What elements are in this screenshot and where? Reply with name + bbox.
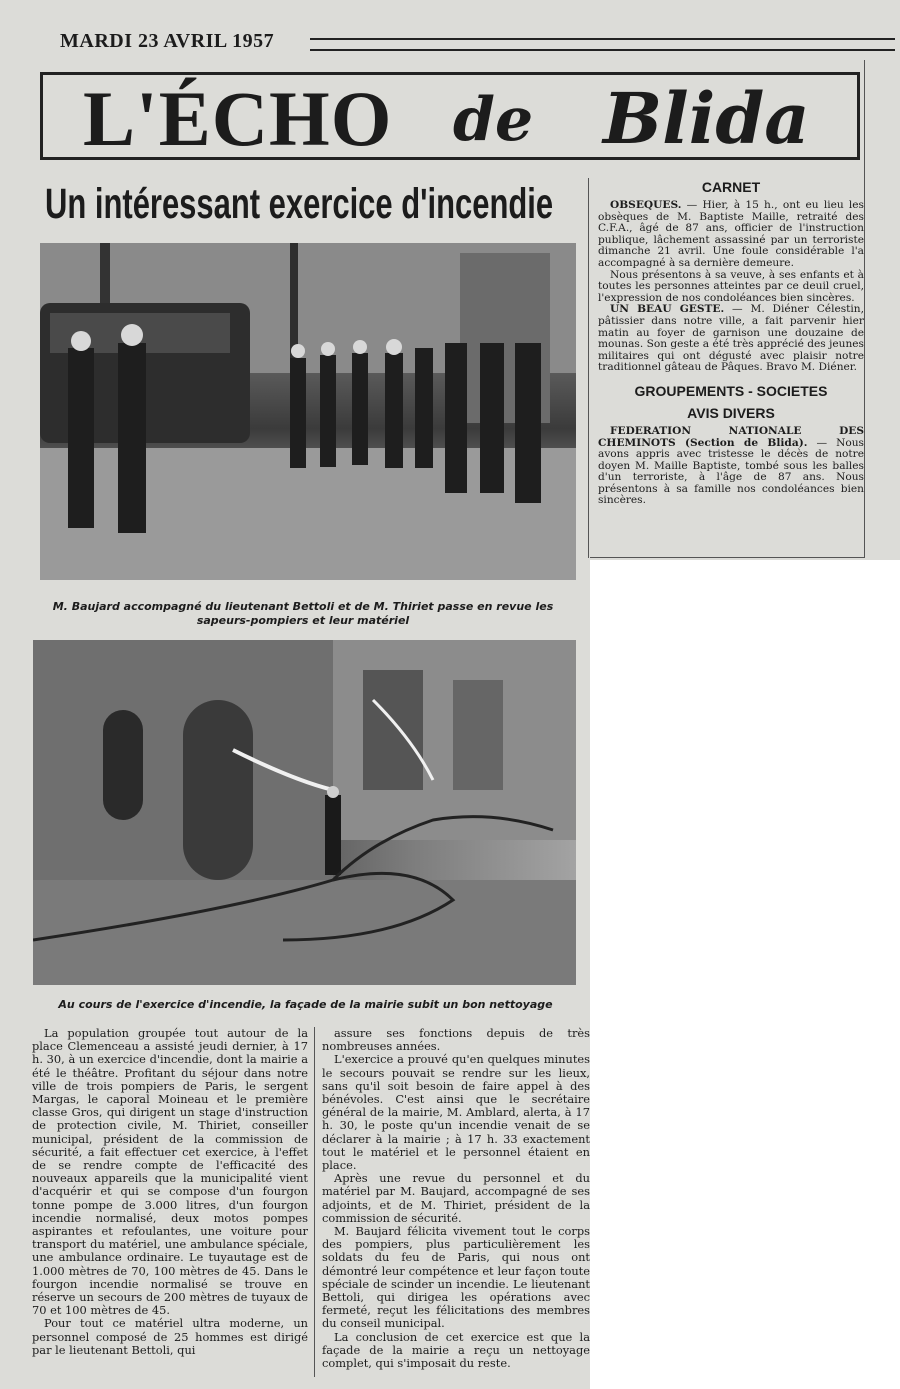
- sidebar-column: [598, 178, 864, 507]
- photo-mairie-facade: [33, 640, 576, 985]
- article-column-1: [32, 1027, 308, 1357]
- geste-item: [598, 304, 864, 374]
- obseques-text-2: Nous présentons à sa veuve, à ses enfants et à toutes les personnes atteintes par ce deuil cruel, l'expression de nos condoléances bien sincères.: [598, 268, 864, 304]
- article-paragraph: La conclusion de cet exercice est que la façade de la mairie a reçu un nettoyage complet, qui s'imposait du reste.: [322, 1329, 590, 1371]
- header-rule: [310, 38, 895, 51]
- masthead-echo: L'ÉCHO: [83, 75, 393, 162]
- article-paragraph: Après une revue du personnel et du matériel par M. Baujard, accompagné de ses adjoints, et de M. Thiriet, président de la commission de sécurité.: [322, 1171, 590, 1225]
- blank-area: [590, 560, 900, 1389]
- masthead: [40, 72, 860, 160]
- article-paragraph: La population groupée tout autour de la place Clemenceau a assisté jeudi dernier, à 17 h. 30, à un exercice d'incendie, dont la mairie a été le théâtre. Profitant du séjour dans notre ville de trois pompiers de Paris, le sergent Margas, le caporal Moineau et le première classe Gros, qui dirigent un stage d'instruction de protection civile, M. Thiriet, conseiller municipal, président de la commission de sécurité, a fait effectuer cet exercice, à l'effet de se rendre compte de l'efficacité des nouveaux appareils que la municipalité vient d'acquérir et qui se compose d'un fourgon tonne pompe de 3.000 litres, d'un fourgon incendie normalisé, deux motos pompes aspirantes et refoulantes, une voiture pour transport du matériel, une ambulance spéciale, une ambulance ordinaire. Le tuyautage est de 1.000 mètres de 70, 100 mètres de 45. Dans le fourgon incendie normalisé se trouve en réserve un secours de 200 mètres de tuyaux de 70 et 100 mètres de 45.: [32, 1026, 308, 1318]
- masthead-de: de: [453, 85, 534, 155]
- federation-text: — Nous avons appris avec tristesse le décès de notre doyen M. Maille Baptiste, tombé sous les balles d'un terroriste, à l'âge de 87 ans. Nous présentons à sa famille nos condoléances bien sincères.: [598, 436, 864, 507]
- obseques-item: [598, 200, 864, 270]
- article-column-2: [322, 1027, 590, 1370]
- photo-facade-illustration: [33, 640, 576, 985]
- photo1-caption: M. Baujard accompagné du lieutenant Bettoli et de M. Thiriet passe en revue les sapeurs-pompiers et leur matériel: [52, 600, 554, 627]
- geste-label: UN BEAU GESTE.: [610, 303, 725, 316]
- photo2-caption: Au cours de l'exercice d'incendie, la façade de la mairie subit un bon nettoyage: [58, 998, 553, 1011]
- article-headline: Un intéressant exercice d'incendie: [45, 180, 554, 228]
- dateline: MARDI 23 AVRIL 1957: [60, 30, 275, 52]
- article-paragraph: M. Baujard félicita vivement tout le corps des pompiers, plus particulièrement les soldats du feu de Paris, qui nous ont démontré leur compétence et leur façon toute spéciale de scinder un incendie. Le lieutenant Bettoli, qui dirigea les opérations avec fermeté, reçut les félicitations des membres du conseil municipal.: [322, 1224, 590, 1331]
- federation-item: [598, 426, 864, 507]
- article-paragraph: assure ses fonctions depuis de très nombreuses années.: [322, 1026, 590, 1054]
- obseques-label: OBSEQUES.: [610, 199, 682, 211]
- avis-divers-title: AVIS DIVERS: [687, 404, 775, 421]
- groupements-title: GROUPEMENTS - SOCIETES: [634, 382, 828, 399]
- geste-text: — M. Diéner Célestin, pâtissier dans notre ville, a fait parvenir hier matin au foyer de garnison une douzaine de mounas. Son geste a été très apprécié des jeunes militaires qui ont dégusté avec plaisir notre traditionnel gâteau de Pâques. Bravo M. Diéner.: [598, 303, 864, 374]
- masthead-blida: Blida: [603, 77, 810, 160]
- article-paragraph: Pour tout ce matériel ultra moderne, un personnel composé de 25 hommes est dirigé par le lieutenant Bettoli, qui: [32, 1316, 308, 1357]
- column-divider: [314, 1027, 315, 1377]
- right-column-bottom-rule: [590, 557, 865, 558]
- photo-firemen-illustration: [40, 243, 576, 580]
- obseques-text: — Hier, à 15 h., ont eu lieu les obsèques de M. Baptiste Maille, retraité des C.F.A., âgé de 87 ans, officier de l'instruction publique, lâchement assassiné par un terroriste dimanche 21 avril. Une foule considérable l'a accompagné à sa dernière demeure.: [598, 199, 864, 269]
- carnet-title: CARNET: [701, 179, 761, 195]
- right-column-border: [864, 60, 865, 558]
- photo-firemen-review: [40, 243, 576, 580]
- federation-label: FEDERATION NATIONALE DES CHEMINOTS (Section de Blida).: [598, 424, 864, 449]
- article-paragraph: L'exercice a prouvé qu'en quelques minutes le secours pouvait se rendre sur les lieux, sans qu'il soit besoin de faire appel à des bénévoles. C'est ainsi que le secrétaire général de la mairie, M. Amblard, alerta, à 17 h. 30, le poste qu'un incendie venait de se déclarer à la mairie ; à 17 h. 33 exactement tout le matériel et le personnel étaient en place.: [322, 1052, 590, 1173]
- right-column-divider: [588, 178, 589, 558]
